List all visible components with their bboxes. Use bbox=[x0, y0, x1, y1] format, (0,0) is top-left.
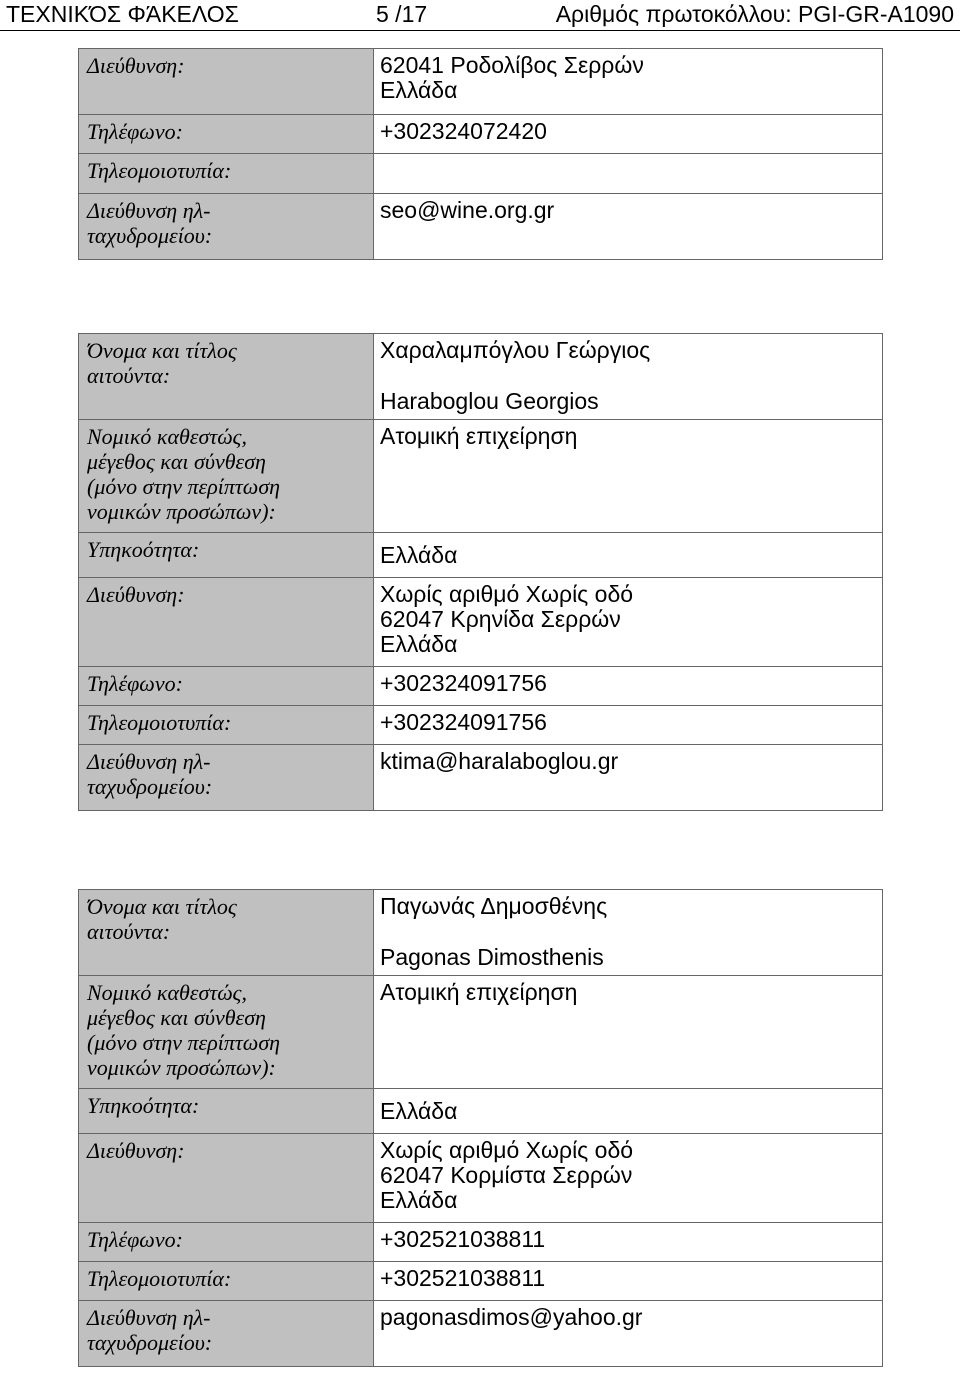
nationality-label: Υπηκοότητα: bbox=[79, 1089, 374, 1134]
legal-status-row bbox=[79, 976, 883, 1089]
address-line: Ελλάδα bbox=[380, 631, 458, 657]
email-label-line: Διεύθυνση ηλ- bbox=[87, 749, 211, 774]
address-line: 62047 Κρηνίδα Σερρών bbox=[380, 606, 621, 632]
email-label bbox=[79, 1301, 374, 1367]
name-latin: Haraboglou Georgios bbox=[380, 388, 599, 414]
legal-status-value: Ατομική επιχείρηση bbox=[374, 420, 883, 533]
nationality-row bbox=[79, 533, 883, 578]
address-label: Διεύθυνση: bbox=[79, 1134, 374, 1223]
address-line: Ελλάδα bbox=[380, 1187, 458, 1213]
legal-status-label bbox=[79, 420, 374, 533]
document-title: ΤΕΧΝΙΚΌΣ ΦΆΚΕΛΟΣ bbox=[6, 1, 239, 27]
fax-row bbox=[79, 1262, 883, 1301]
email-row bbox=[79, 1301, 883, 1367]
name-value bbox=[374, 334, 883, 420]
fax-label: Τηλεομοιοτυπία: bbox=[79, 1262, 374, 1301]
phone-label: Τηλέφωνο: bbox=[79, 667, 374, 706]
name-row bbox=[79, 334, 883, 420]
email-label bbox=[79, 745, 374, 811]
nationality-value: Ελλάδα bbox=[374, 533, 883, 578]
address-line: Ελλάδα bbox=[380, 77, 458, 103]
name-label bbox=[79, 334, 374, 420]
email-row bbox=[79, 194, 883, 260]
email-value[interactable]: seo@wine.org.gr bbox=[374, 194, 883, 260]
nationality-label: Υπηκοότητα: bbox=[79, 533, 374, 578]
name-label-line: Όνομα και τίτλος bbox=[87, 338, 237, 363]
fax-value: +302521038811 bbox=[374, 1262, 883, 1301]
name-label-line: αιτούντα: bbox=[87, 363, 171, 388]
phone-value: +302324072420 bbox=[374, 115, 883, 154]
page-header bbox=[0, 0, 960, 31]
legal-label-line: νομικών προσώπων): bbox=[87, 499, 276, 524]
name-row bbox=[79, 890, 883, 976]
phone-row bbox=[79, 115, 883, 154]
email-row bbox=[79, 745, 883, 811]
legal-label-line: Νομικό καθεστώς, bbox=[87, 980, 247, 1005]
fax-value: +302324091756 bbox=[374, 706, 883, 745]
address-value bbox=[374, 578, 883, 667]
email-value[interactable]: ktima@haralaboglou.gr bbox=[374, 745, 883, 811]
email-value[interactable]: pagonasdimos@yahoo.gr bbox=[374, 1301, 883, 1367]
email-label-line: ταχυδρομείου: bbox=[87, 223, 213, 248]
phone-label: Τηλέφωνο: bbox=[79, 1223, 374, 1262]
legal-status-row bbox=[79, 420, 883, 533]
name-latin: Pagonas Dimosthenis bbox=[380, 944, 604, 970]
name-label-line: αιτούντα: bbox=[87, 919, 171, 944]
phone-label: Τηλέφωνο: bbox=[79, 115, 374, 154]
legal-label-line: νομικών προσώπων): bbox=[87, 1055, 276, 1080]
contact-table-1 bbox=[78, 48, 883, 260]
protocol-number: Αριθμός πρωτοκόλλου: PGI-GR-A1090 bbox=[555, 1, 954, 27]
address-row bbox=[79, 578, 883, 667]
applicant-table-2 bbox=[78, 889, 883, 1367]
address-row bbox=[79, 1134, 883, 1223]
address-value bbox=[374, 1134, 883, 1223]
address-line: Χωρίς αριθμό Χωρίς οδό bbox=[380, 1137, 634, 1163]
name-label bbox=[79, 890, 374, 976]
email-label-line: Διεύθυνση ηλ- bbox=[87, 1305, 211, 1330]
address-value bbox=[374, 49, 883, 115]
legal-label-line: Νομικό καθεστώς, bbox=[87, 424, 247, 449]
name-greek: Χαραλαμπόγλου Γεώργιος bbox=[380, 337, 651, 363]
fax-row bbox=[79, 154, 883, 194]
phone-row bbox=[79, 1223, 883, 1262]
legal-label-line: (μόνο στην περίπτωση bbox=[87, 474, 281, 499]
address-label: Διεύθυνση: bbox=[79, 49, 374, 115]
legal-status-label bbox=[79, 976, 374, 1089]
legal-label-line: μέγεθος και σύνθεση bbox=[87, 1005, 266, 1030]
name-value bbox=[374, 890, 883, 976]
legal-status-value: Ατομική επιχείρηση bbox=[374, 976, 883, 1089]
email-label-line: ταχυδρομείου: bbox=[87, 774, 213, 799]
email-label-line: ταχυδρομείου: bbox=[87, 1330, 213, 1355]
fax-label: Τηλεομοιοτυπία: bbox=[79, 154, 374, 194]
address-label: Διεύθυνση: bbox=[79, 578, 374, 667]
legal-label-line: (μόνο στην περίπτωση bbox=[87, 1030, 281, 1055]
address-row bbox=[79, 49, 883, 115]
fax-value bbox=[374, 154, 883, 194]
nationality-value: Ελλάδα bbox=[374, 1089, 883, 1134]
name-label-line: Όνομα και τίτλος bbox=[87, 894, 237, 919]
phone-value: +302521038811 bbox=[374, 1223, 883, 1262]
nationality-row bbox=[79, 1089, 883, 1134]
phone-row bbox=[79, 667, 883, 706]
phone-value: +302324091756 bbox=[374, 667, 883, 706]
address-line: 62047 Κορμίστα Σερρών bbox=[380, 1162, 633, 1188]
legal-label-line: μέγεθος και σύνθεση bbox=[87, 449, 266, 474]
address-line: 62041 Ροδολίβος Σερρών bbox=[380, 52, 644, 78]
applicant-table-1 bbox=[78, 333, 883, 811]
page-number: 5 /17 bbox=[376, 1, 428, 27]
fax-row bbox=[79, 706, 883, 745]
fax-label: Τηλεομοιοτυπία: bbox=[79, 706, 374, 745]
name-greek: Παγωνάς Δημοσθένης bbox=[380, 893, 608, 919]
email-label bbox=[79, 194, 374, 260]
email-label-line: Διεύθυνση ηλ- bbox=[87, 198, 211, 223]
address-line: Χωρίς αριθμό Χωρίς οδό bbox=[380, 581, 634, 607]
